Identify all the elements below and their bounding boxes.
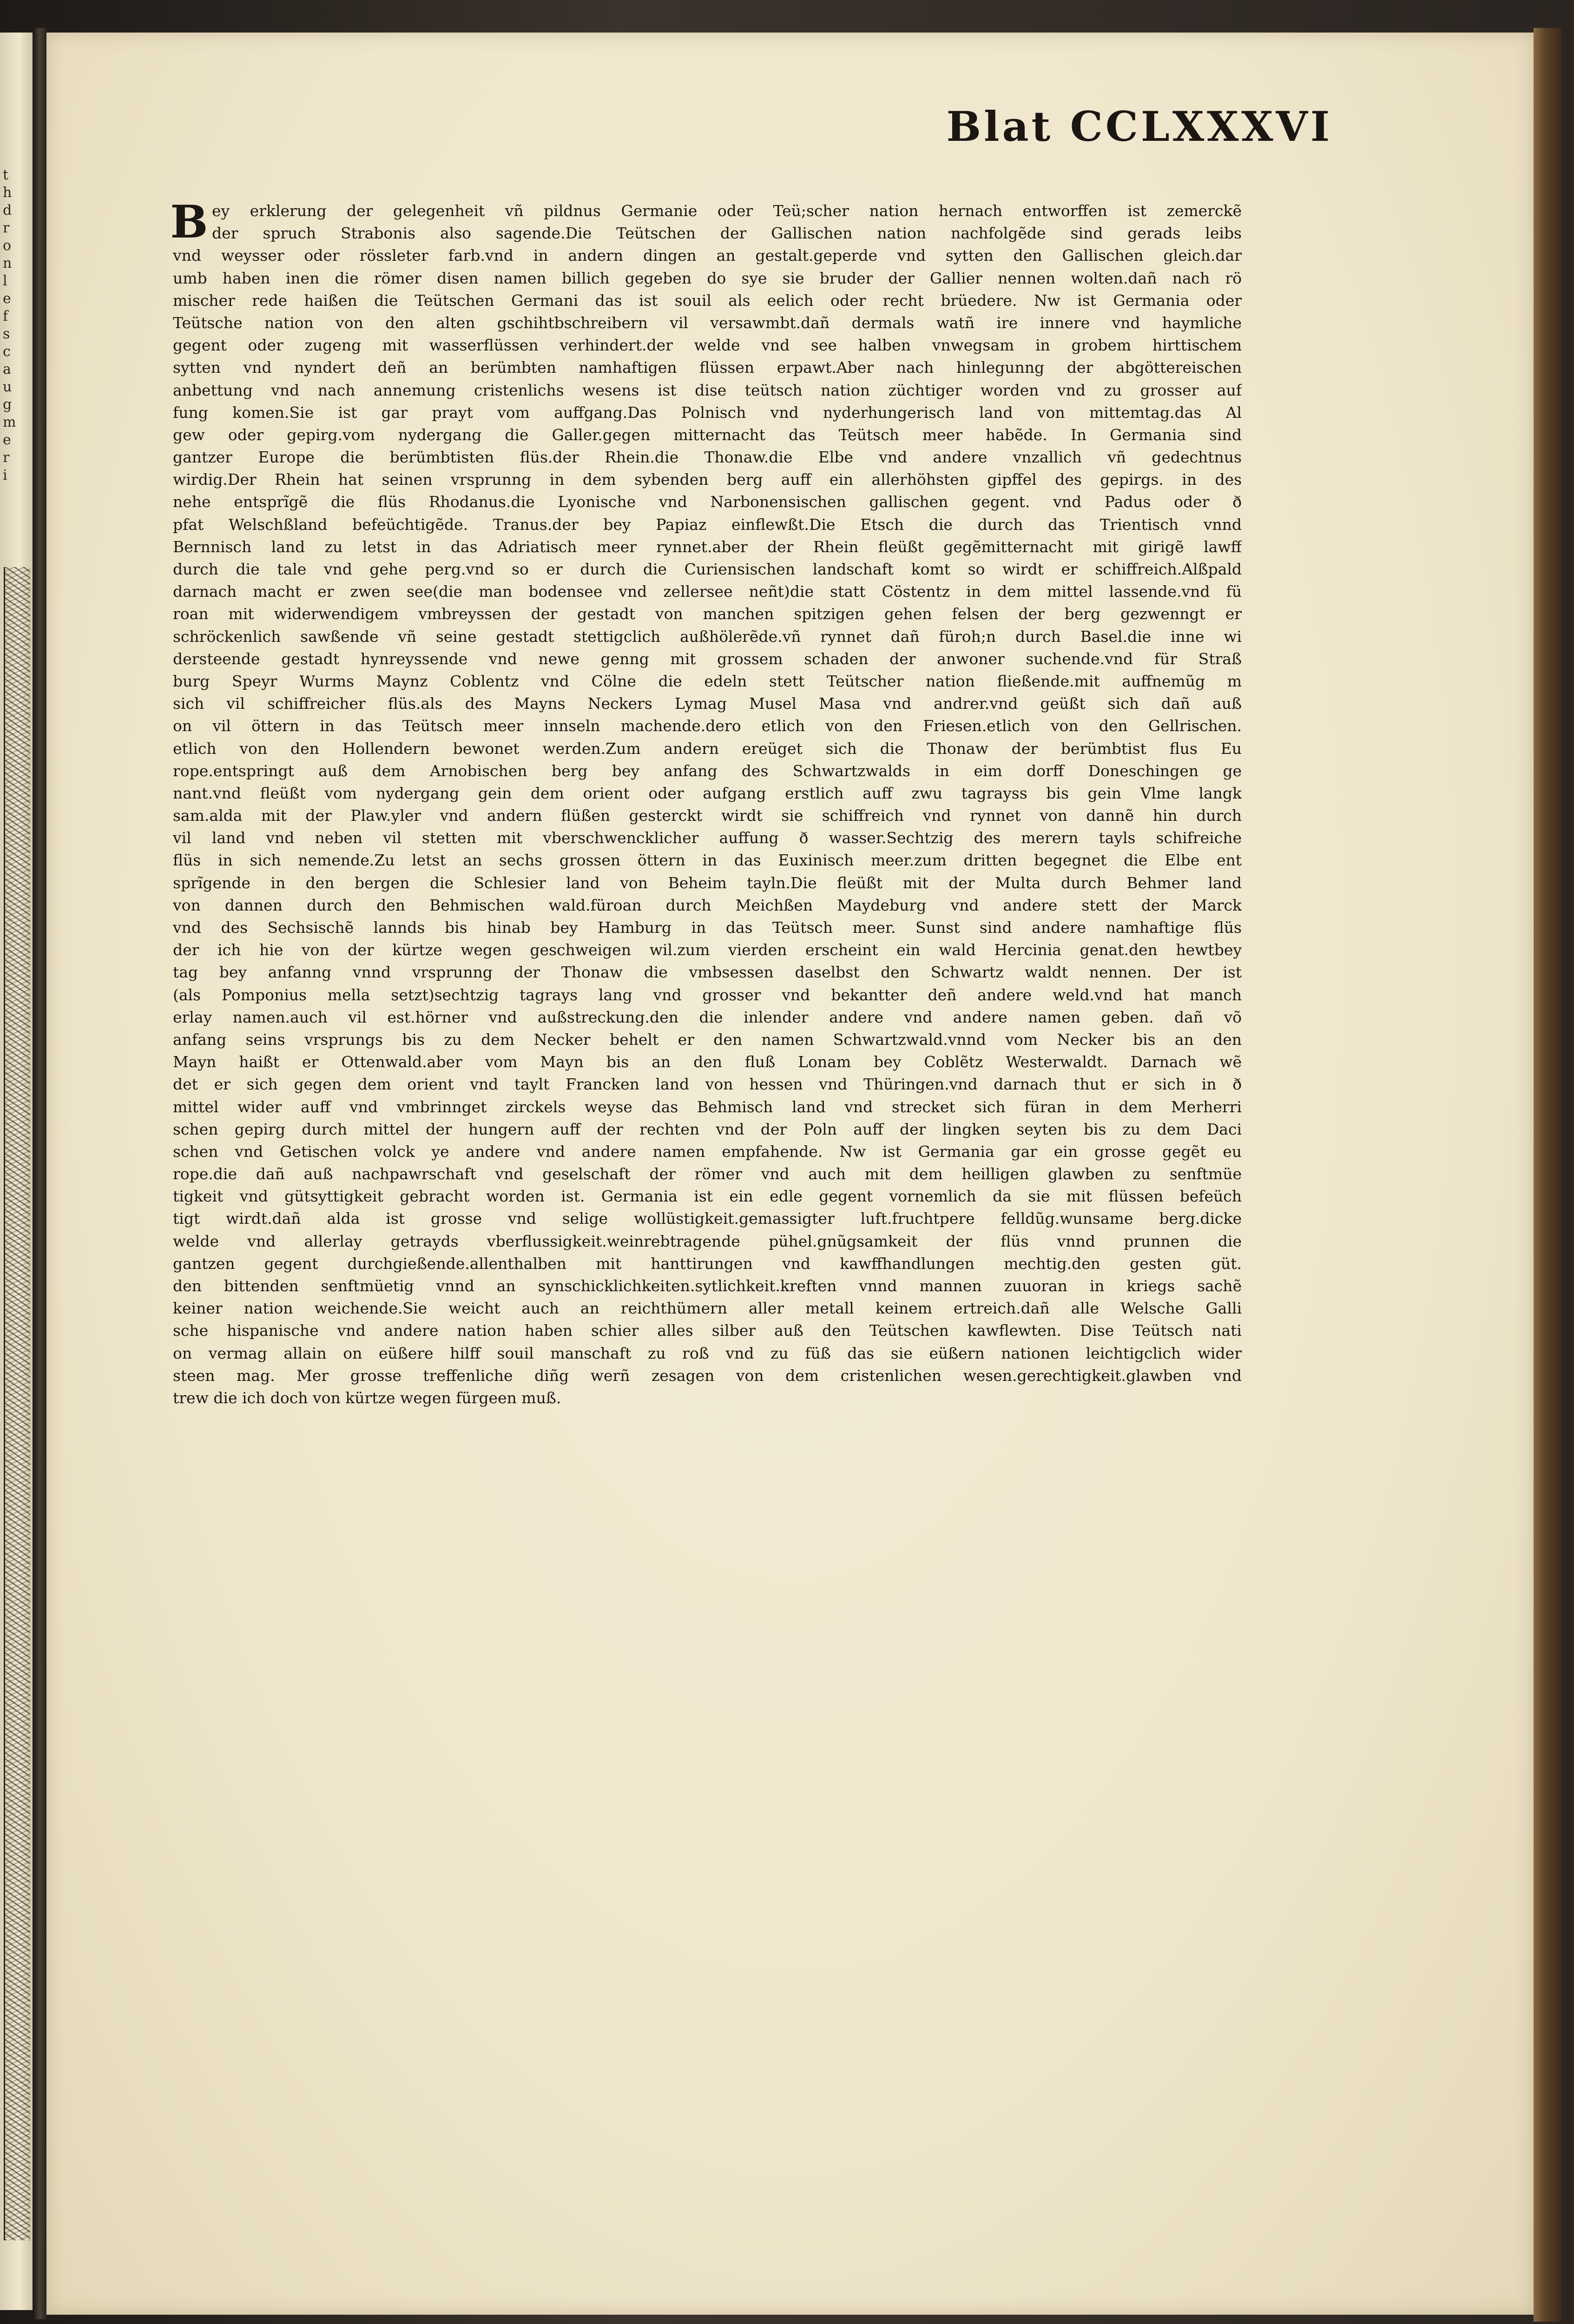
text-line: den bittenden senftmüetig vnnd an synschicklichkeiten.sytlichkeit.kreften vnnd mannen zuuoran in kriegs sachẽ: [173, 1277, 1242, 1295]
text-line: Mayn haißt er Ottenwald.aber vom Mayn bis an den fluß Lonam bey Coblẽtz Westerwaldt. Darnach wẽ: [173, 1053, 1242, 1071]
text-line: vnd weysser oder rössleter farb.vnd in andern dingen an gestalt.geperde vnd sytten den Gallischen gleich.dar: [173, 246, 1242, 265]
text-line: rope.entspringt auß dem Arnobischen berg bey anfang des Schwartzwalds in eim dorff Doneschingen ge: [173, 761, 1242, 780]
text-line: ey erklerung der gelegenheit vñ pildnus Germanie oder Teü;scher nation hernach entworffen ist zemerckẽ: [212, 202, 1242, 220]
text-line: vnd des Sechsischẽ lannds bis hinab bey Hamburg in das Teütsch meer. Sunst sind andere namhaftige flüs: [173, 918, 1242, 937]
text-line: (als Pomponius mella setzt)sechtzig tagrays lang vnd grosser vnd bekantter deñ andere weld.vnd hat manch: [173, 985, 1242, 1004]
left-page-fragment: t: [3, 167, 9, 183]
left-page-woodcut: [4, 567, 30, 2240]
text-line: welde vnd allerlay getrayds vberflussigkeit.weinrebtragende pühel.gnũgsamkeit der flüs vnnd prunnen die: [173, 1232, 1242, 1250]
text-line: von dannen durch den Behmischen wald.füroan durch Meichßen Maydeburg vnd andere stett der Marck: [173, 896, 1242, 914]
text-line: anfang seins vrsprungs bis zu dem Necker behelt er den namen Schwartzwald.vnnd vom Necker bis an den: [173, 1030, 1242, 1049]
book-gutter: [33, 28, 46, 2319]
left-page-fragment: m: [3, 414, 16, 430]
left-page-fragment: r: [3, 220, 10, 236]
text-line: anbettung vnd nach annemung cristenlichs wesens ist dise teütsch nation züchtiger worden vnd zu grosser auf: [173, 381, 1242, 399]
left-page-fragment: s: [3, 326, 10, 342]
text-line: tag bey anfanng vnnd vrsprunng der Thonaw die vmbsessen daselbst den Schwartz waldt nennen. Der ist: [173, 963, 1242, 982]
left-page-fragment: a: [3, 361, 11, 377]
text-line: der ich hie von der kürtze wegen geschweigen wil.zum vierden erscheint ein wald Hercinia genat.den hewtbey: [173, 941, 1242, 959]
left-page-edge: [0, 33, 33, 2310]
text-line: wirdig.Der Rhein hat seinen vrsprunng in dem sybenden berg auff ein allerhöhsten gipffel des gepirgs. in des: [173, 470, 1242, 489]
text-line: tigt wirdt.dañ alda ist grosse vnd selige wollüstigkeit.gemassigter luft.fruchtpere felldũg.wunsame berg.dicke: [173, 1209, 1242, 1228]
left-page-fragment: f: [3, 308, 8, 324]
text-line: trew die ich doch von kürtze wegen fürgeen muß.: [173, 1388, 561, 1407]
text-line: flüs in sich nemende.Zu letst an sechs grossen öttern in das Euxinisch meer.zum dritten begegnet die Elbe ent: [173, 851, 1242, 870]
text-line: durch die tale vnd gehe perg.vnd so er durch die Curiensischen landschaft komt so wirdt er schiffreich.Alßpald: [173, 560, 1242, 578]
left-page-fragment: l: [3, 273, 7, 289]
left-page-fragment: u: [3, 379, 12, 395]
left-page-fragment: n: [3, 255, 12, 271]
text-line: rope.die dañ auß nachpawrschaft vnd geselschaft der römer vnd auch mit dem heilligen glawben zu senftmüe: [173, 1165, 1242, 1183]
text-line: gegent oder zugeng mit wasserflüssen verhindert.der welde vnd see halben vnwegsam in grobem hirttischem: [173, 336, 1242, 355]
text-line: sich vil schiffreicher flüs.als des Mayns Neckers Lymag Musel Masa vnd andrer.vnd geüßt sich dañ auß: [173, 694, 1242, 713]
text-line: etlich von den Hollendern bewonet werden.Zum andern ereüget sich die Thonaw der berümbtist flus Eu: [173, 739, 1242, 758]
left-page-fragment: r: [3, 449, 10, 466]
initial-capital: B: [170, 196, 208, 248]
text-line: vil land vnd neben vil stetten mit vberschwencklicher auffung ð wasser.Sechtzig des merern tayls schifreiche: [173, 829, 1242, 847]
folio-header: Blat CCLXXXVI: [946, 102, 1332, 151]
text-line: schen gepirg durch mittel der hungern auff der rechten vnd der Poln auff der lingken seyten bis zu dem Daci: [173, 1120, 1242, 1138]
text-line: Teütsche nation von den alten gschihtbschreibern vil versawmbt.dañ dermals watñ ire innere vnd haymliche: [173, 313, 1242, 332]
text-line: sche hispanische vnd andere nation haben schier alles silber auß den Teütschen kawflewten. Dise Teütsch nati: [173, 1321, 1242, 1340]
text-line: schen vnd Getischen volck ye andere vnd andere namen empfahende. Nw ist Germania gar ein grosse gegẽt eu: [173, 1142, 1242, 1161]
text-line: sam.alda mit der Plaw.yler vnd andern flüßen gesterckt wirdt sie schiffreich vnd rynnet von dannẽ hin durch: [173, 806, 1242, 825]
text-line: fung komen.Sie ist gar prayt vom auffgang.Das Polnisch vnd nyderhungerisch land von mittemtag.das Al: [173, 403, 1242, 422]
text-line: darnach macht er zwen see(die man bodensee vnd zellersee neñt)die statt Cöstentz in dem mittel lassende.vnd fü: [173, 582, 1242, 601]
left-page-fragment: h: [3, 185, 12, 201]
text-line: gantzer Europe die berümbtisten flüs.der Rhein.die Thonaw.die Elbe vnd andere vnzallich vñ gedechtnus: [173, 448, 1242, 467]
text-line: steen mag. Mer grosse treffenliche diñg werñ zesagen von dem cristenlichen wesen.gerechtigkeit.glawben vnd: [173, 1366, 1242, 1385]
text-line: sytten vnd nyndert deñ an berümbten namhaftigen flüssen erpawt.Aber nach hinlegunng der abgöttereischen: [173, 358, 1242, 377]
text-line: burg Speyr Wurms Maynz Coblentz vnd Cölne die edeln stett Teütscher nation fließende.mit auffnemũg m: [173, 672, 1242, 690]
left-page-fragment: o: [3, 238, 12, 254]
text-line: det er sich gegen dem orient vnd taylt Francken land von hessen vnd Thüringen.vnd darnach thut er sich in ð: [173, 1075, 1242, 1094]
text-line: erlay namen.auch vil est.hörner vnd außstreckung.den die inlender andere vnd andere namen geben. dañ võ: [173, 1008, 1242, 1026]
text-line: nehe entsprĩgẽ die flüs Rhodanus.die Lyonische vnd Narbonensischen gallischen gegent. vnd Padus oder ð: [173, 493, 1242, 511]
page-edge-shadow: [1534, 28, 1561, 2322]
text-line: on vermag allain on eüßere hilff souil manschaft zu roß vnd zu füß das sie eüßern nationen leichtigclich wider: [173, 1344, 1242, 1362]
text-block: [170, 196, 1242, 1409]
text-line: umb haben inen die römer disen namen billich gegeben do sye sie bruder der Gallier nennen wolten.dañ nach rö: [173, 269, 1242, 287]
text-line: der spruch Strabonis also sagende.Die Teütschen der Gallischen nation nachfolgẽde sind gerads leibs: [212, 224, 1242, 243]
left-page-fragment: d: [3, 202, 12, 218]
text-line: pfat Welschßland befeüchtigẽde. Tranus.der bey Papiaz einflewßt.Die Etsch die durch das Trientisch vnnd: [173, 515, 1242, 534]
text-line: roan mit widerwendigem vmbreyssen der gestadt von manchen spitzigen gehen felsen der berg gezwenngt er: [173, 605, 1242, 623]
text-line: Bernnisch land zu letst in das Adriatisch meer rynnet.aber der Rhein fleüßt gegẽmitternacht mit girigẽ lawff: [173, 537, 1242, 556]
text-line: schröckenlich sawßende vñ seine gestadt stettigclich außhölerẽde.vñ rynnet dañ füroh;n durch Basel.die inne wi: [173, 627, 1242, 646]
text-line: sprĩgende in den bergen die Schlesier land von Beheim tayln.Die fleüßt mit der Multa durch Behmer land: [173, 873, 1242, 892]
text-line: mischer rede haißen die Teütschen Germani das ist souil als eelich oder recht brüedere. Nw ist Germania oder: [173, 291, 1242, 310]
left-page-fragment: e: [3, 432, 11, 448]
left-page-fragment: i: [3, 467, 7, 483]
text-line: keiner nation weichende.Sie weicht auch an reichthümern aller metall keinem ertreich.dañ alle Welsche Galli: [173, 1299, 1242, 1318]
text-line: gantzen gegent durchgießende.allenthalben mit hanttirungen vnd kawffhandlungen mechtig.den gesten güt.: [173, 1254, 1242, 1273]
text-line: nant.vnd fleüßt vom nydergang gein dem orient oder aufgang erstlich auff zwu tagrayss bis gein Vlme langk: [173, 784, 1242, 802]
left-page-fragment: g: [3, 396, 12, 413]
text-line: gew oder gepirg.vom nydergang die Galler.gegen mitternacht das Teütsch meer habẽde. In Germania sind: [173, 425, 1242, 444]
text-line: dersteende gestadt hynreyssende vnd newe genng mit grossem schaden der anwoner suchende.vnd für Straß: [173, 649, 1242, 668]
left-page-fragment: c: [3, 343, 11, 360]
text-line: tigkeit vnd gütsyttigkeit gebracht worden ist. Germania ist ein edle gegent vornemlich da sie mit flüssen befeüch: [173, 1187, 1242, 1206]
left-page-fragment: e: [3, 290, 11, 307]
text-line: on vil öttern in das Teütsch meer innseln machende.dero etlich von den Friesen.etlich von den Gellrischen.: [173, 717, 1242, 735]
text-line: mittel wider auff vnd vmbrinnget zirckels weyse das Behmisch land vnd strecket sich füran in dem Merherri: [173, 1097, 1242, 1116]
